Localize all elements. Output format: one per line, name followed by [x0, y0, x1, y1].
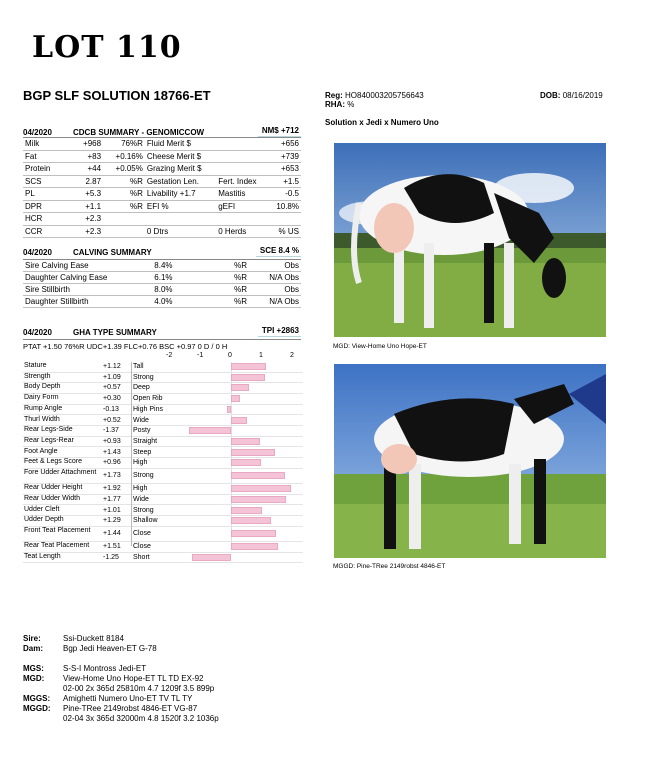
trait-name: Teat Length	[24, 552, 61, 560]
cdcb-cell	[216, 213, 260, 226]
trait-row	[23, 426, 303, 436]
trait-value: +1.12	[103, 363, 121, 370]
trait-bar	[231, 438, 260, 445]
cdcb-cell: % US	[278, 226, 299, 236]
cdcb-cell: DPR	[25, 201, 42, 211]
type-title: GHA TYPE SUMMARY	[73, 328, 157, 337]
trait-value: -0.13	[103, 405, 119, 413]
trait-desc: Strong	[133, 506, 154, 514]
cdcb-cell: %R	[129, 176, 143, 186]
cdcb-cell	[216, 163, 260, 176]
cdcb-summary	[23, 125, 301, 238]
cdcb-cell	[216, 150, 260, 163]
trait-desc: High	[133, 485, 148, 493]
cdcb-cell: +653	[280, 164, 299, 174]
cdcb-cell: +0.16%	[115, 151, 143, 161]
calving-cell: 8.0%	[154, 285, 173, 294]
calving-cell: %R	[234, 273, 247, 282]
trait-value: +1.43	[103, 448, 121, 456]
reg-value: HO840003205756643	[345, 91, 424, 100]
trait-name: Stature	[24, 362, 47, 369]
trait-bar	[231, 449, 275, 456]
cdcb-cell: +656	[280, 139, 299, 149]
trait-name: Rear Legs-Side	[24, 426, 73, 434]
trait-desc: Strong	[133, 472, 154, 479]
trait-bar	[231, 543, 278, 550]
trait-row	[23, 405, 303, 415]
calving-row	[23, 272, 301, 284]
calving-cell: N/A Obs	[269, 273, 299, 282]
trait-name: Body Depth	[24, 383, 61, 391]
mgs-name: S-S-I Montross Jedi-ET	[63, 664, 147, 673]
trait-value: +1.77	[103, 495, 121, 503]
cdcb-cell	[103, 213, 145, 226]
pedigree-table	[23, 634, 219, 724]
trait-desc: High Pins	[133, 405, 163, 413]
cdcb-cell: +1.1	[85, 201, 102, 211]
trait-row	[23, 394, 303, 404]
trait-value: +0.30	[103, 395, 121, 403]
nm-value: NM$ +712	[258, 126, 301, 137]
dam-name: Bgp Jedi Heaven-ET G-78	[63, 644, 157, 653]
trait-desc: Wide	[133, 495, 149, 503]
cdcb-row	[23, 138, 301, 151]
dob	[540, 91, 603, 100]
pedigree-line: Solution x Jedi x Numero Uno	[325, 118, 439, 127]
cdcb-cell	[216, 138, 260, 151]
trait-value: +1.92	[103, 485, 121, 493]
scale-tick: 2	[290, 352, 294, 359]
trait-value: -1.25	[103, 553, 119, 561]
trait-name: Udder Depth	[24, 516, 64, 524]
cdcb-cell: Livability +1.7	[146, 189, 196, 199]
calving-cell: Sire Stillbirth	[25, 285, 70, 294]
trait-name: Foot Angle	[24, 447, 58, 455]
trait-desc: Posty	[133, 427, 151, 435]
trait-name: Rear Udder Height	[24, 484, 83, 492]
trait-bar	[231, 363, 266, 370]
dam-label: Dam:	[23, 644, 44, 653]
reg-label: Reg:	[325, 91, 343, 100]
trait-value: +0.96	[103, 459, 121, 467]
trait-desc: Shallow	[133, 517, 158, 525]
cdcb-cell: %R	[129, 201, 143, 211]
calving-table	[23, 259, 301, 308]
trait-bar	[231, 417, 247, 424]
cow-photo-mggd	[334, 364, 606, 558]
cdcb-cell: +0.05%	[115, 164, 143, 174]
sce-value: SCE 8.4 %	[256, 246, 301, 257]
calving-cell: N/A Obs	[269, 297, 299, 306]
cdcb-cell: 10.8%	[276, 201, 299, 211]
cdcb-cell: +968	[83, 139, 102, 149]
cdcb-cell: Fat	[25, 151, 37, 161]
cdcb-date: 04/2020	[23, 128, 52, 137]
calving-date: 04/2020	[23, 248, 52, 257]
cdcb-cell: Protein	[25, 164, 51, 174]
trait-bar	[231, 472, 285, 479]
trait-value: +1.29	[103, 517, 121, 525]
calving-title: CALVING SUMMARY	[73, 248, 152, 257]
mggs-label: MGGS:	[23, 694, 51, 703]
cdcb-cell: Milk	[25, 139, 40, 149]
trait-name: Dairy Form	[24, 394, 59, 402]
trait-bar	[231, 507, 262, 514]
animal-name: BGP SLF SOLUTION 18766-ET	[23, 88, 211, 103]
calving-cell: %R	[234, 285, 247, 294]
trait-divider	[23, 562, 303, 563]
trait-name: Rump Angle	[24, 404, 63, 412]
trait-name: Udder Cleft	[24, 505, 60, 513]
cdcb-cell: %R	[129, 189, 143, 199]
trait-desc: Straight	[133, 437, 158, 445]
trait-row	[23, 458, 303, 468]
trait-desc: Steep	[133, 448, 152, 456]
trait-desc: Strong	[133, 373, 154, 381]
sire-label: Sire:	[23, 634, 41, 643]
trait-bar	[192, 554, 231, 561]
cdcb-cell: CCR	[25, 226, 43, 236]
calving-cell: Obs	[284, 285, 299, 294]
type-summary	[23, 325, 301, 351]
trait-desc: Short	[133, 553, 150, 561]
cdcb-row	[23, 200, 301, 213]
trait-name: Feet & Legs Score	[24, 458, 82, 466]
trait-value: +0.57	[103, 384, 121, 392]
cdcb-cell: Gestation Len.	[146, 176, 199, 186]
mggd-record: 02-04 3x 365d 32000m 4.8 1520f 3.2 1036p	[63, 714, 219, 723]
cdcb-cell: -0.5	[285, 189, 299, 199]
mggd-name: Pine-TRee 2149robst 4846-ET VG-87	[63, 704, 198, 713]
trait-name: Rear Legs-Rear	[24, 436, 74, 444]
cdcb-cell: +5.3	[85, 189, 102, 199]
dob-label: DOB:	[540, 91, 561, 100]
cdcb-cell: EFI %	[146, 201, 169, 211]
cdcb-cell: Fert. Index	[218, 176, 257, 186]
calving-header	[23, 245, 301, 257]
cdcb-cell: Fluid Merit $	[146, 139, 191, 149]
trait-name: Rear Teat Placement	[24, 542, 90, 550]
dob-value: 08/16/2019	[562, 91, 603, 100]
tpi-value: TPI +2863	[258, 326, 301, 337]
mgd-name: View-Home Uno Hope-ET TL TD EX-92	[63, 674, 204, 683]
cdcb-cell: +83	[87, 151, 102, 161]
trait-desc: High	[133, 459, 148, 467]
registration	[325, 91, 424, 109]
cdcb-cell: HCR	[25, 214, 43, 224]
cdcb-header	[23, 125, 301, 137]
cdcb-cell: +2.3	[85, 214, 102, 224]
cdcb-cell: +2.3	[85, 226, 102, 236]
cdcb-cell: SCS	[25, 176, 42, 186]
trait-value: +0.52	[103, 416, 121, 424]
cdcb-cell: 0 Dtrs	[146, 226, 169, 236]
mggs-name: Amighetti Numero Uno-ET TV TL TY	[63, 694, 193, 703]
type-date: 04/2020	[23, 328, 52, 337]
trait-row	[23, 553, 303, 563]
scale-tick: 1	[259, 352, 263, 359]
cdcb-cell: +44	[87, 164, 102, 174]
cdcb-cell: +739	[280, 151, 299, 161]
trait-value: +1.01	[103, 506, 121, 514]
cdcb-row	[23, 225, 301, 238]
cdcb-cell: 0 Herds	[218, 226, 247, 236]
cdcb-cell: 2.87	[85, 176, 102, 186]
calving-cell: %R	[234, 297, 247, 306]
trait-name: Fore Udder Attachment	[24, 469, 97, 476]
rha-label: RHA:	[325, 100, 345, 109]
trait-desc: Close	[133, 543, 151, 551]
cdcb-row	[23, 150, 301, 163]
trait-bar	[227, 406, 231, 413]
scale-tick: -1	[197, 352, 204, 359]
trait-desc: Tall	[133, 363, 144, 370]
scale-tick: -2	[166, 352, 173, 359]
cdcb-cell: gEFI	[218, 201, 236, 211]
scale-tick: 0	[228, 352, 232, 359]
cdcb-row	[23, 175, 301, 188]
trait-value: +0.93	[103, 437, 121, 445]
type-divider	[131, 362, 132, 546]
type-header	[23, 325, 301, 337]
trait-bar	[231, 530, 276, 537]
trait-desc: Wide	[133, 416, 149, 424]
calving-summary	[23, 245, 301, 308]
trait-name: Strength	[24, 372, 51, 380]
trait-desc: Open Rib	[133, 395, 163, 403]
calving-row	[23, 284, 301, 296]
trait-value: +1.09	[103, 373, 121, 381]
cdcb-cell	[145, 213, 216, 226]
cdcb-row	[23, 213, 301, 226]
trait-bar	[231, 517, 271, 524]
sire-name: Ssi-Duckett 8184	[63, 634, 124, 643]
trait-bar	[231, 485, 291, 492]
cdcb-cell: PL	[25, 189, 35, 199]
cdcb-cell: Cheese Merit $	[146, 151, 202, 161]
cdcb-cell: Grazing Merit $	[146, 164, 202, 174]
cdcb-cell: 76%R	[121, 139, 143, 149]
cdcb-row	[23, 163, 301, 176]
trait-value: -1.37	[103, 427, 119, 435]
calving-row	[23, 260, 301, 272]
calving-cell: 6.1%	[154, 273, 173, 282]
trait-bar	[231, 374, 265, 381]
trait-name: Thurl Width	[24, 415, 60, 423]
mgd-record: 02-00 2x 365d 25810m 4.7 1209f 3.5 899p	[63, 684, 215, 693]
trait-desc: Deep	[133, 384, 150, 392]
trait-desc: Close	[133, 530, 151, 537]
cow-photo-mgd	[334, 143, 606, 337]
calving-row	[23, 296, 301, 308]
calving-cell: Daughter Stillbirth	[25, 297, 89, 306]
cdcb-table	[23, 137, 301, 238]
trait-bar	[231, 459, 261, 466]
cdcb-cell: +1.5	[283, 176, 299, 186]
trait-bar	[189, 427, 231, 434]
trait-bar	[231, 496, 286, 503]
trait-row	[23, 416, 303, 426]
cdcb-cell	[260, 213, 301, 226]
calving-cell: Obs	[284, 261, 299, 270]
trait-row	[23, 437, 303, 447]
photo1-caption: MGD: View-Home Uno Hope-ET	[333, 343, 427, 350]
cdcb-title: CDCB SUMMARY - GENOMICCOW	[73, 128, 205, 137]
trait-name: Rear Udder Width	[24, 494, 81, 502]
lot-number: LOT 110	[32, 30, 182, 65]
cdcb-cell: Mastitis	[218, 189, 246, 199]
type-scale	[23, 352, 313, 362]
mgd-label: MGD:	[23, 674, 45, 683]
trait-name: Front Teat Placement	[24, 527, 91, 534]
trait-value: +1.51	[103, 543, 121, 551]
trait-bar	[231, 384, 249, 391]
calving-cell: Sire Calving Ease	[25, 261, 89, 270]
calving-cell: Daughter Calving Ease	[25, 273, 108, 282]
mggd-label: MGGD:	[23, 704, 51, 713]
rha-value: %	[347, 100, 355, 109]
photo2-caption: MGGD: Pine-TRee 2149robst 4846-ET	[333, 563, 446, 570]
trait-row	[23, 383, 303, 393]
calving-cell: %R	[234, 261, 247, 270]
trait-bar	[231, 395, 240, 402]
trait-value: +1.44	[103, 530, 121, 537]
calving-cell: 4.0%	[154, 297, 173, 306]
cdcb-cell	[103, 225, 145, 238]
trait-value: +1.73	[103, 472, 121, 479]
ptat-line: PTAT +1.50 76%R UDC+1.39 FLC+0.76 BSC +0.97 0 D / 0 H	[23, 339, 301, 351]
mgs-label: MGS:	[23, 664, 44, 673]
cdcb-row	[23, 188, 301, 201]
calving-cell: 8.4%	[154, 261, 173, 270]
